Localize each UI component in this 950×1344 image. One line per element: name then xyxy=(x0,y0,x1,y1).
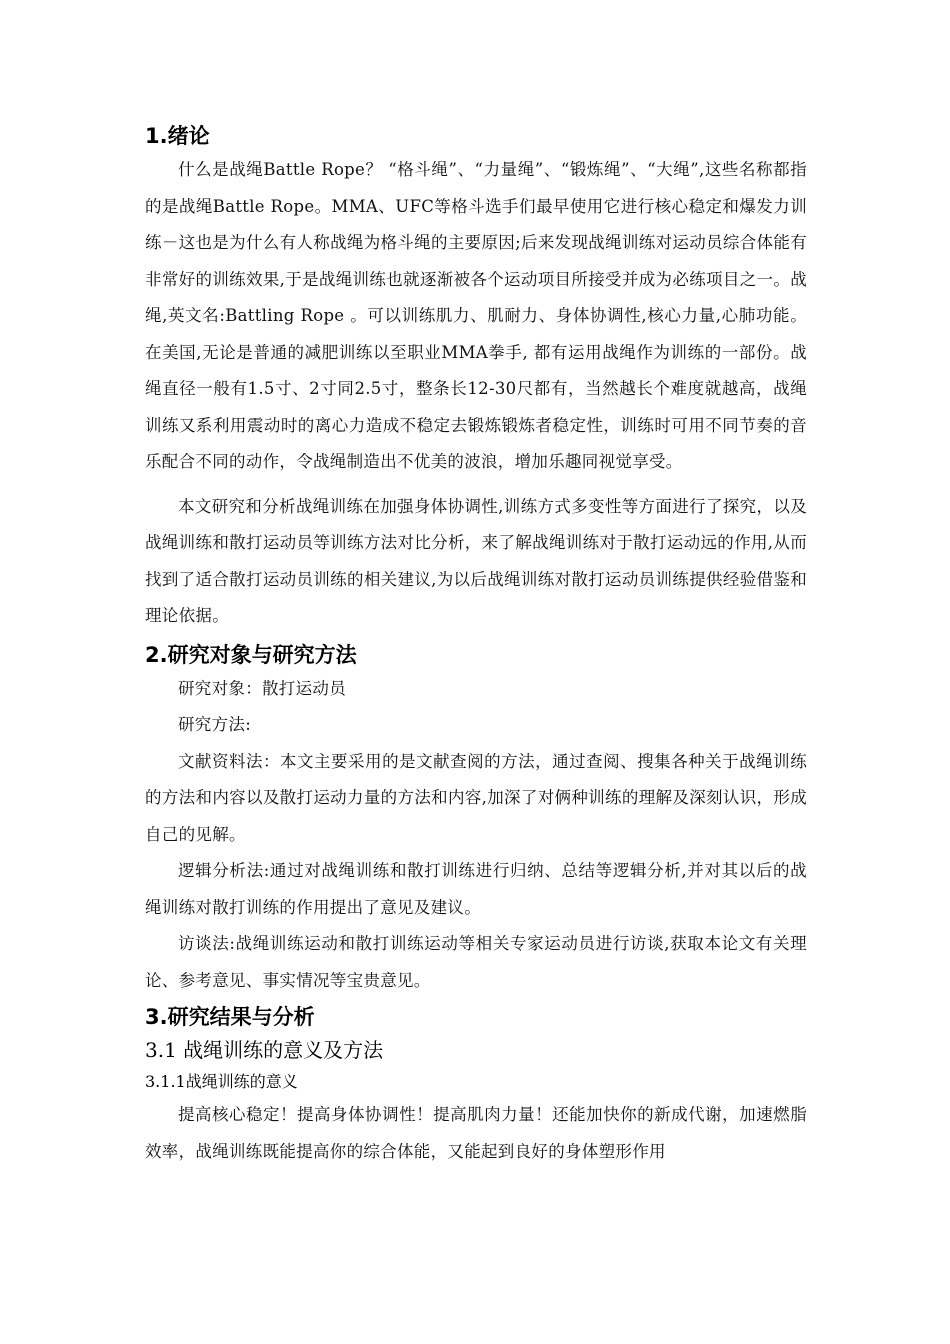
section-heading-methods: 2.研究对象与研究方法 xyxy=(145,642,357,667)
subsection-heading-3-1-1: 3.1.1战绳训练的意义 xyxy=(145,1072,298,1091)
document-content xyxy=(145,120,807,1170)
results-paragraph-1: 提高核心稳定！提高身体协调性！提高肌肉力量！还能加快你的新成代谢，加速燃脂效率，战绳训练既能提高你的综合体能，又能起到良好的身体塑形作用 xyxy=(145,1105,807,1161)
subsection-heading-3-1: 3.1 战绳训练的意义及方法 xyxy=(145,1038,384,1062)
method-interview: 访谈法:战绳训练运动和散打训练运动等相关专家运动员进行访谈,获取本论文有关理论、参考意见、事实情况等宝贵意见。 xyxy=(145,934,807,990)
paragraph-gap xyxy=(145,481,807,489)
intro-paragraph-1: 什么是战绳Battle Rope？ “格斗绳”、“力量绳”、“锻炼绳”、“大绳”,这些名称都指的是战绳Battle Rope。MMA、UFC等格斗选手们最早使用它进行核心稳定和爆发力训练－这也是为什么有人称战绳为格斗绳的主要原因;后来发现战绳训练对运动员综合体能有非常好的训练效果,于是战绳训练也就逐渐被各个运动项目所接受并成为必练项目之一。战绳,英文名:Battling Rope 。可以训练肌力、肌耐力、身体协调性,核心力量,心肺功能。在美国,无论是普通的减肥训练以至职业MMA拳手, 都有运用战绳作为训练的一部份。战绳直径一般有1.5寸、2寸同2.5寸，整条长12-30尺都有，当然越长个难度就越高，战绳训练又系利用震动时的离心力造成不稳定去锻炼锻炼者稳定性，训练时可用不同节奏的音乐配合不同的动作，令战绳制造出不优美的波浪，增加乐趣同视觉享受。 xyxy=(145,160,807,471)
section-heading-results: 3.研究结果与分析 xyxy=(145,1005,315,1029)
method-logic: 逻辑分析法:通过对战绳训练和散打训练进行归纳、总结等逻辑分析,并对其以后的战绳训练对散打训练的作用提出了意见及建议。 xyxy=(145,861,807,917)
research-object: 研究对象：散打运动员 xyxy=(178,678,346,698)
intro-paragraph-2: 本文研究和分析战绳训练在加强身体协调性,训练方式多变性等方面进行了探究，以及战绳训练和散打运动员等训练方法对比分析，来了解战绳训练对于散打运动远的作用,从而找到了适合散打运动员训练的相关建议,为以后战绳训练对散打运动员训练提供经验借鉴和理论依据。 xyxy=(145,496,807,625)
section-heading-intro: 1.绪论 xyxy=(145,124,210,148)
research-method-label: 研究方法: xyxy=(178,715,252,734)
method-literature: 文献资料法：本文主要采用的是文献查阅的方法，通过查阅、搜集各种关于战绳训练的方法和内容以及散打运动力量的方法和内容,加深了对俩种训练的理解及深刻认识，形成自己的见解。 xyxy=(145,751,807,844)
